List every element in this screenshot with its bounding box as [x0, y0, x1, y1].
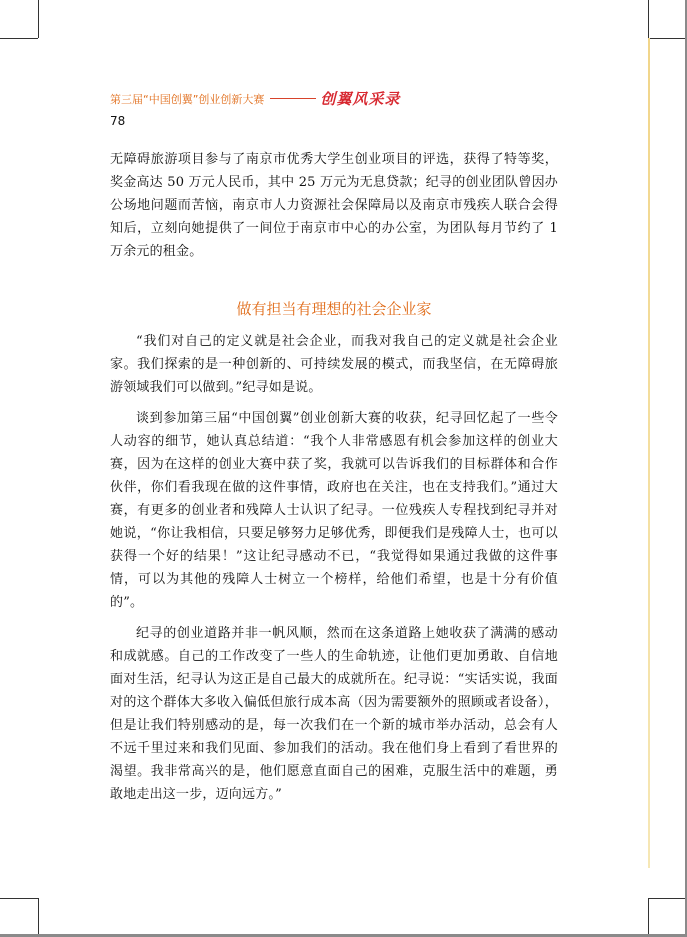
header-competition-title: 第三届“中国创翼”创业创新大赛 — [110, 92, 265, 106]
crop-mark-bottom-left-v — [38, 898, 39, 937]
header-calligraphy-subtitle: 创翼风采录 — [320, 90, 401, 108]
body-text-top — [110, 148, 558, 263]
paragraph: “我们对自己的定义就是社会企业，而我对我自己的定义就是社会企业家。我们探索的是一种创新的、可持续发展的模式，而我坚信，在无障碍旅游领域我们可以做到。”纪寻如是说。 — [110, 334, 558, 395]
crop-mark-bottom-right-h — [648, 898, 687, 899]
header-dash — [270, 98, 316, 99]
paragraph: 纪寻的创业道路并非一帆风顺，然而在这条道路上她收获了满满的感动和成就感。自己的工作改变了一些人的生命轨迹，让他们更加勇敢、自信地面对生活，纪寻认为这正是自己最大的成就所在。纪寻说：“实话实说，我面对的这个群体大多收入偏低但旅行成本高（因为需要额外的照顾或者设备），但是让我们特别感动的是，每一次我们在一个新的城市举办活动，总会有人不远千里过来和我们见面、参加我们的活动。我在他们身上看到了看世界的渴望。我非常高兴的是，他们愿意直面自己的困难，克服生活中的难题，勇敢地走出这一步，迈向远方。” — [110, 626, 558, 802]
crop-mark-top-left-v — [38, 0, 39, 38]
running-header — [110, 88, 400, 109]
page-edge-strip — [648, 38, 650, 868]
body-text-main — [110, 330, 558, 814]
crop-mark-bottom-left-h — [0, 898, 38, 899]
crop-mark-bottom-right-v — [648, 898, 649, 937]
crop-mark-top-right-h — [648, 38, 687, 39]
crop-mark-top-right-v — [648, 0, 649, 38]
crop-mark-top-left-h — [0, 38, 38, 39]
section-title: 做有担当有理想的社会企业家 — [236, 300, 432, 318]
page-number: 78 — [110, 114, 126, 128]
paragraph: 谈到参加第三届“中国创翼”创业创新大赛的收获，纪寻回忆起了一些令人动容的细节，她认真总结道：“我个人非常感恩有机会参加这样的创业大赛，因为在这样的创业大赛中获了奖，我就可以告诉我们的目标群体和合作伙伴，你们看我现在做的这件事情，政府也在关注，也在支持我们。”通过大赛，有更多的创业者和残障人士认识了纪寻。一位残疾人专程找到纪寻并对她说，“你让我相信，只要足够努力足够优秀，即便我们是残障人士，也可以获得一个好的结果！”这让纪寻感动不已，“我觉得如果通过我做的这件事情，可以为其他的残障人士树立一个榜样，给他们希望，也是十分有价值的”。 — [110, 411, 558, 610]
paragraph: 无障碍旅游项目参与了南京市优秀大学生创业项目的评选，获得了特等奖，奖金高达 50 万元人民币，其中 25 万元为无息贷款；纪寻的创业团队曾因办公场地问题而苦恼，南京市人力资源社会保障局以及南京市残疾人联合会得知后，立刻向她提供了一间位于南京市中心的办公室，为团队每月节约了 1 万余元的租金。 — [110, 152, 558, 259]
